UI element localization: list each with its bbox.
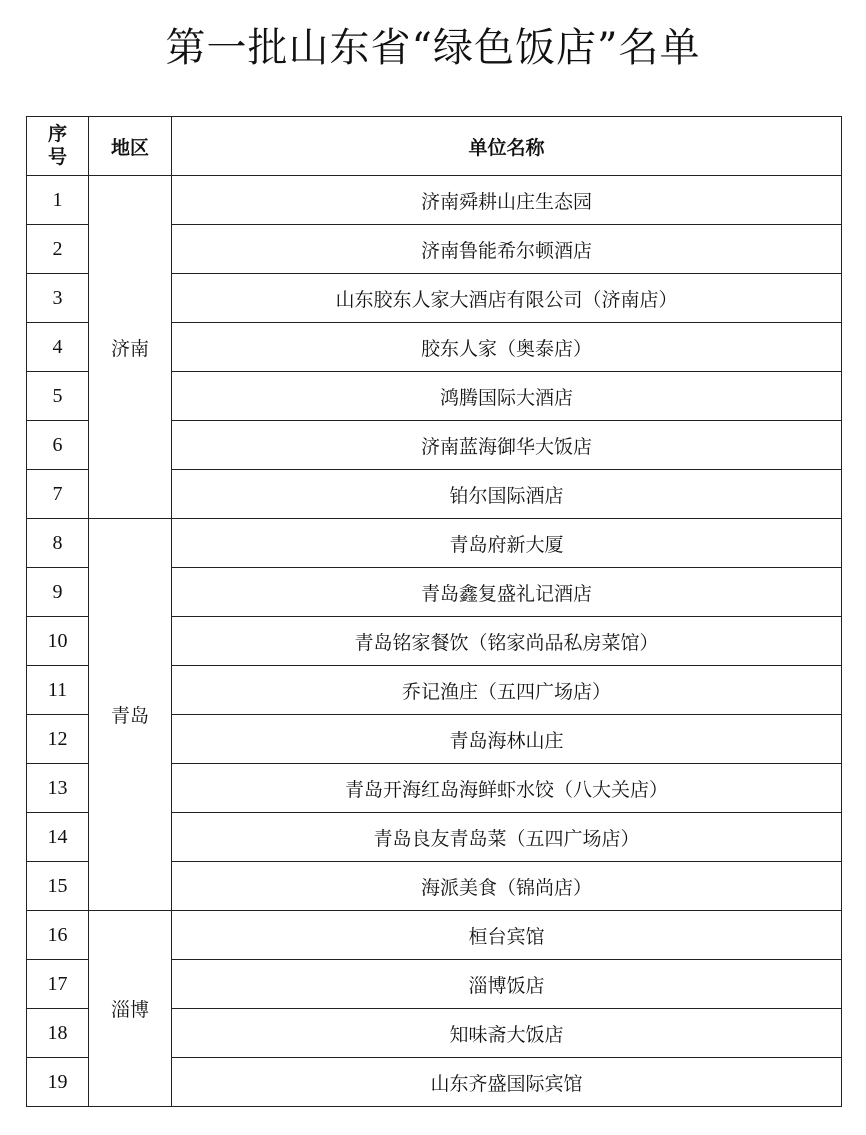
row-serial-number: 18 xyxy=(27,1009,89,1058)
unit-name-cell: 铂尔国际酒店 xyxy=(172,470,842,519)
row-serial-number: 10 xyxy=(27,617,89,666)
row-serial-number: 19 xyxy=(27,1058,89,1107)
region-cell: 淄博 xyxy=(89,911,172,1107)
unit-name-cell: 乔记渔庄（五四广场店） xyxy=(172,666,842,715)
row-serial-number: 4 xyxy=(27,323,89,372)
unit-name-cell: 济南鲁能希尔顿酒店 xyxy=(172,225,842,274)
unit-name-cell: 山东齐盛国际宾馆 xyxy=(172,1058,842,1107)
table-body xyxy=(27,176,842,1107)
region-cell: 青岛 xyxy=(89,519,172,911)
unit-name-cell: 青岛鑫复盛礼记酒店 xyxy=(172,568,842,617)
page-title: 第一批山东省“绿色饭店”名单 xyxy=(165,25,701,71)
row-serial-number: 11 xyxy=(27,666,89,715)
table-header xyxy=(27,117,842,176)
row-serial-number: 2 xyxy=(27,225,89,274)
row-serial-number: 5 xyxy=(27,372,89,421)
region-cell: 济南 xyxy=(89,176,172,519)
row-serial-number: 9 xyxy=(27,568,89,617)
unit-name-cell: 桓台宾馆 xyxy=(172,911,842,960)
header-region: 地区 xyxy=(89,117,172,176)
row-serial-number: 12 xyxy=(27,715,89,764)
unit-name-cell: 知味斋大饭店 xyxy=(172,1009,842,1058)
unit-name-cell: 青岛府新大厦 xyxy=(172,519,842,568)
table-row xyxy=(27,911,842,960)
row-serial-number: 7 xyxy=(27,470,89,519)
row-serial-number: 15 xyxy=(27,862,89,911)
row-serial-number: 3 xyxy=(27,274,89,323)
unit-name-cell: 济南舜耕山庄生态园 xyxy=(172,176,842,225)
unit-name-cell: 青岛铭家餐饮（铭家尚品私房菜馆） xyxy=(172,617,842,666)
unit-name-cell: 青岛良友青岛菜（五四广场店） xyxy=(172,813,842,862)
table-row xyxy=(27,519,842,568)
row-serial-number: 6 xyxy=(27,421,89,470)
unit-name-cell: 青岛开海红岛海鲜虾水饺（八大关店） xyxy=(172,764,842,813)
unit-name-cell: 淄博饭店 xyxy=(172,960,842,1009)
unit-name-cell: 胶东人家（奥泰店） xyxy=(172,323,842,372)
row-serial-number: 1 xyxy=(27,176,89,225)
header-serial-line1: 序 xyxy=(47,123,67,145)
unit-name-cell: 海派美食（锦尚店） xyxy=(172,862,842,911)
unit-name-cell: 济南蓝海御华大饭店 xyxy=(172,421,842,470)
row-serial-number: 13 xyxy=(27,764,89,813)
row-serial-number: 14 xyxy=(27,813,89,862)
row-serial-number: 8 xyxy=(27,519,89,568)
unit-name-cell: 山东胶东人家大酒店有限公司（济南店） xyxy=(172,274,842,323)
row-serial-number: 16 xyxy=(27,911,89,960)
row-serial-number: 17 xyxy=(27,960,89,1009)
header-serial-number xyxy=(27,117,89,176)
unit-name-cell: 青岛海林山庄 xyxy=(172,715,842,764)
header-unit-name: 单位名称 xyxy=(172,117,842,176)
hotel-list-table xyxy=(26,116,842,1107)
header-serial-line2: 号 xyxy=(47,146,67,168)
unit-name-cell: 鸿腾国际大酒店 xyxy=(172,372,842,421)
table-row xyxy=(27,176,842,225)
header-row xyxy=(27,117,842,176)
